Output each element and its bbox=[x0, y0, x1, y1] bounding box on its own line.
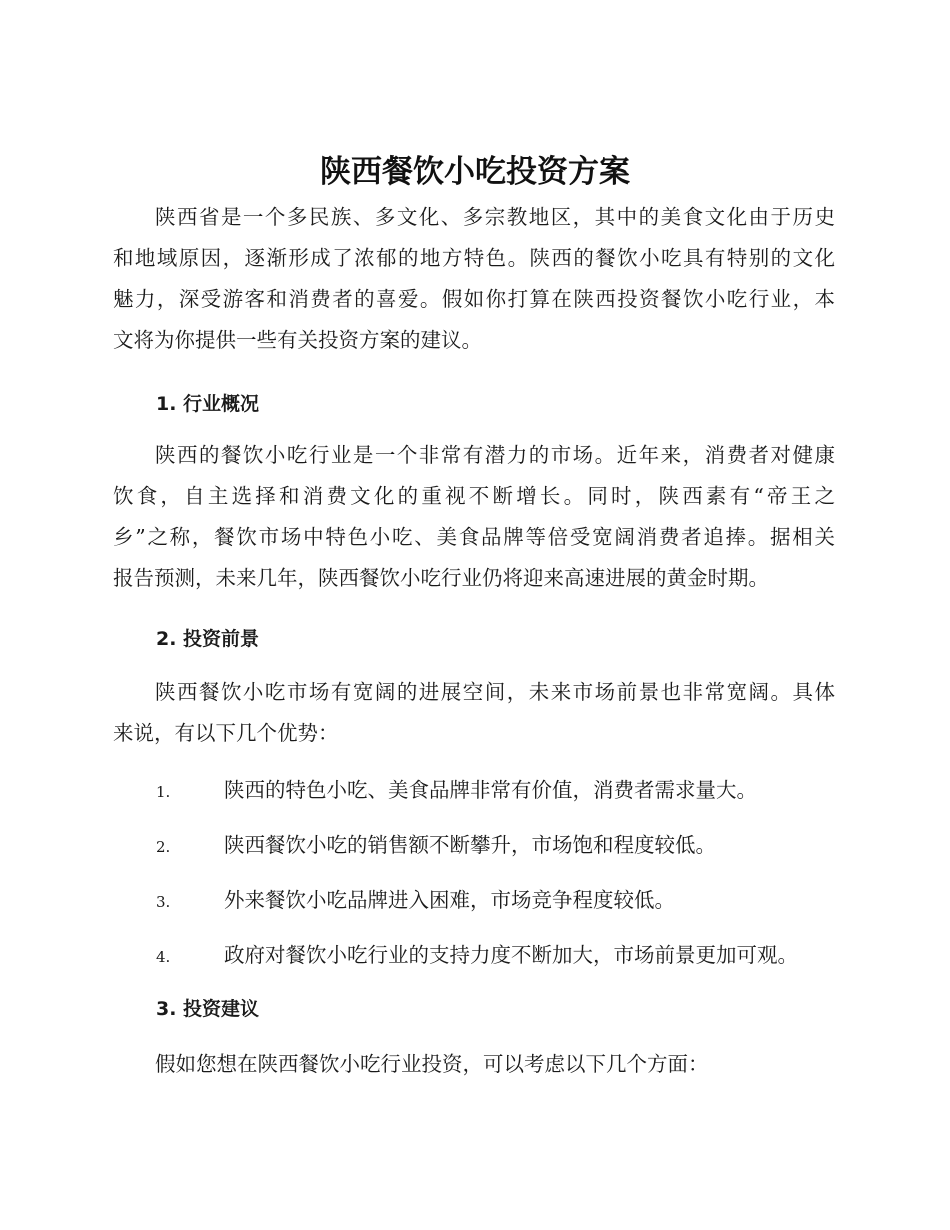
paragraph-line: 文将为你提供一些有关投资方案的建议。 bbox=[113, 328, 482, 352]
list-item bbox=[156, 940, 856, 972]
list-item-text: 陕西餐饮小吃的销售额不断攀升，市场饱和程度较低。 bbox=[224, 833, 716, 857]
overview-paragraph bbox=[113, 435, 835, 599]
prospects-paragraph bbox=[113, 672, 835, 754]
paragraph-line: 陕西餐饮小吃市场有宽阔的进展空间，未来市场前景也非常宽阔。具体 bbox=[155, 680, 835, 704]
document-title: 陕西餐饮小吃投资方案 bbox=[320, 154, 630, 190]
paragraph-line: 饮食，自主选择和消费文化的重视不断增长。同时，陕西素有“帝王之 bbox=[113, 484, 835, 508]
paragraph-line: 来说，有以下几个优势： bbox=[113, 721, 339, 745]
paragraph-line: 假如您想在陕西餐饮小吃行业投资，可以考虑以下几个方面： bbox=[155, 1052, 709, 1076]
paragraph-line: 陕西省是一个多民族、多文化、多宗教地区，其中的美食文化由于历史 bbox=[155, 205, 835, 229]
paragraph-line: 报告预测，未来几年，陕西餐饮小吃行业仍将迎来高速进展的黄金时期。 bbox=[113, 566, 769, 590]
list-item-number: 4. bbox=[156, 948, 171, 966]
paragraph-line: 陕西的餐饮小吃行业是一个非常有潜力的市场。近年来，消费者对健康 bbox=[155, 443, 835, 467]
list-item-text: 陕西的特色小吃、美食品牌非常有价值，消费者需求量大。 bbox=[224, 778, 757, 802]
intro-paragraph bbox=[113, 197, 835, 361]
list-item bbox=[156, 830, 856, 862]
list-item-text: 政府对餐饮小吃行业的支持力度不断加大，市场前景更加可观。 bbox=[224, 943, 798, 967]
section-heading-suggestions: 3. 投资建议 bbox=[156, 998, 260, 1020]
section-heading-prospects: 2. 投资前景 bbox=[156, 628, 260, 650]
paragraph-line: 魅力，深受游客和消费者的喜爱。假如你打算在陕西投资餐饮小吃行业，本 bbox=[113, 287, 835, 311]
section-heading-overview: 1. 行业概况 bbox=[156, 393, 260, 415]
list-item-text: 外来餐饮小吃品牌进入困难，市场竞争程度较低。 bbox=[224, 888, 675, 912]
suggestions-paragraph bbox=[113, 1044, 835, 1085]
list-item-number: 3. bbox=[156, 893, 171, 911]
list-item-number: 1. bbox=[156, 783, 171, 801]
paragraph-line: 和地域原因，逐渐形成了浓郁的地方特色。陕西的餐饮小吃具有特别的文化 bbox=[113, 246, 835, 270]
list-item bbox=[156, 885, 856, 917]
list-item bbox=[156, 775, 856, 807]
list-item-number: 2. bbox=[156, 838, 171, 856]
paragraph-line: 乡”之称，餐饮市场中特色小吃、美食品牌等倍受宽阔消费者追捧。据相关 bbox=[113, 525, 835, 549]
